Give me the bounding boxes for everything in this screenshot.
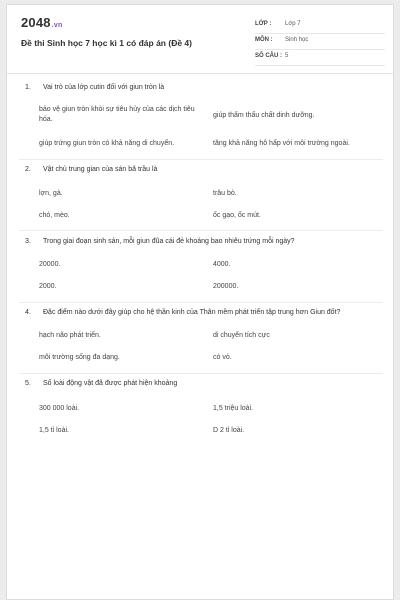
meta-subject — [255, 33, 385, 50]
question-5-option-a[interactable]: 300 000 loài. — [39, 405, 80, 412]
question-4-option-c[interactable]: môi trường sống đa dạng. — [39, 354, 120, 361]
question-4-option-d[interactable]: có vỏ. — [213, 354, 232, 361]
meta-class-value: Lớp 7 — [285, 21, 301, 27]
question-4-option-b[interactable]: di chuyển tích cực — [213, 332, 270, 339]
question-3-option-b[interactable]: 4000. — [213, 261, 231, 268]
question-divider — [19, 159, 383, 160]
exam-title: Đề thi Sinh học 7 học kì 1 có đáp án (Đề 4) — [21, 38, 192, 48]
question-number: 1. — [25, 84, 31, 91]
question-number: 3. — [25, 238, 31, 245]
meta-subject-label: MÔN : — [255, 37, 273, 43]
site-logo[interactable] — [21, 15, 62, 30]
question-divider — [19, 302, 383, 303]
question-2-option-b[interactable]: trâu bò. — [213, 190, 237, 197]
question-number: 2. — [25, 166, 31, 173]
question-4-option-a[interactable]: hạch não phát triển. — [39, 332, 101, 339]
question-3-option-c[interactable]: 2000. — [39, 283, 57, 290]
question-2-option-d[interactable]: ốc gạo, ốc mút. — [213, 212, 261, 219]
question-stem: Vật chủ trung gian của sán bã trầu là — [43, 166, 158, 173]
question-stem: Vai trò của lớp cutin đối với giun tròn là — [43, 84, 165, 91]
question-3-option-a[interactable]: 20000. — [39, 261, 61, 268]
question-stem: Trong giai đoạn sinh sản, mỗi giun đũa cái đẻ khoảng bao nhiêu trứng mỗi ngày? — [43, 238, 295, 245]
question-1-option-d[interactable]: tăng khả năng hô hấp với môi trường ngoài. — [213, 140, 350, 147]
question-divider — [19, 373, 383, 374]
meta-class-label: LỚP : — [255, 21, 272, 27]
question-5-option-b[interactable]: 1,5 triệu loài. — [213, 405, 254, 412]
meta-class — [255, 17, 385, 34]
logo-tld: .vn — [51, 22, 63, 29]
question-1-option-c[interactable]: giúp trứng giun tròn có khả năng di chuyển. — [39, 140, 175, 147]
question-3-option-d[interactable]: 200000. — [213, 283, 239, 290]
question-1-option-a[interactable]: bảo vệ giun tròn khỏi sự tiêu hủy của các dịch tiêu hóa. — [39, 106, 195, 123]
question-stem: Đặc điểm nào dưới đây giúp cho hệ thần kinh của Thân mềm phát triển tập trung hơn Giun đốt? — [43, 309, 341, 316]
question-2-option-a[interactable]: lợn, gà. — [39, 190, 63, 197]
meta-count-value: 5 — [285, 53, 289, 59]
meta-subject-value: Sinh học — [285, 37, 309, 43]
logo-text: 2048 — [21, 15, 51, 30]
question-stem: Số loài động vật đã được phát hiện khoảng — [43, 380, 178, 387]
exam-header — [7, 5, 393, 74]
question-divider — [19, 230, 383, 231]
question-2-option-c[interactable]: chó, mèo. — [39, 212, 70, 219]
meta-count — [255, 49, 385, 66]
meta-count-label: SỐ CÂU : — [255, 53, 282, 59]
question-number: 4. — [25, 309, 31, 316]
exam-page — [6, 4, 394, 600]
question-5-option-c[interactable]: 1,5 tỉ loài. — [39, 427, 69, 434]
question-5-option-d[interactable]: D 2 tỉ loài. — [213, 427, 245, 434]
question-1-option-b[interactable]: giúp thẩm thấu chất dinh dưỡng. — [213, 112, 315, 119]
question-number: 5. — [25, 380, 31, 387]
